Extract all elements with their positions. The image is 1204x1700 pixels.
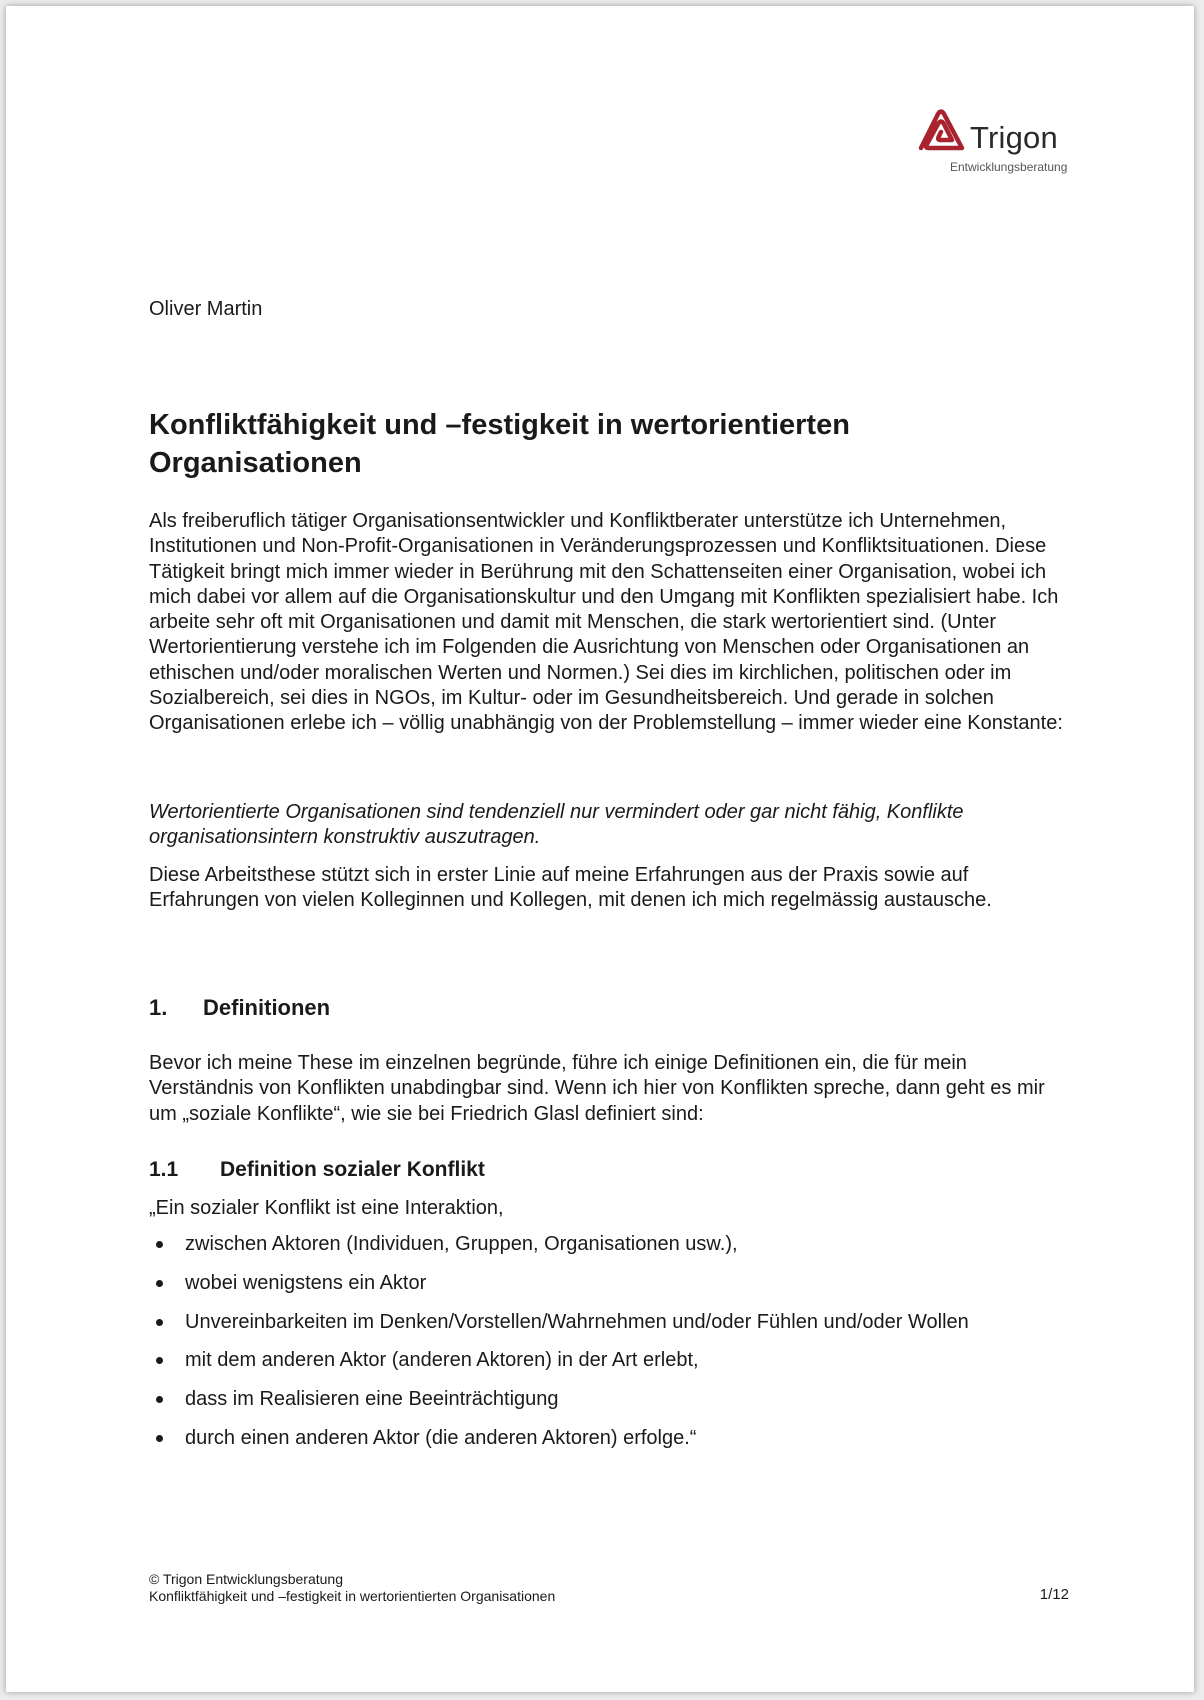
- list-item: wobei wenigstens ein Aktor: [149, 1271, 1069, 1310]
- section-heading-definitions: [149, 995, 1069, 1021]
- list-item: Unvereinbarkeiten im Denken/Vorstellen/Wahrnehmen und/oder Fühlen und/oder Wollen: [149, 1310, 1069, 1349]
- bullet-icon: [156, 1241, 163, 1248]
- list-item: dass im Realisieren eine Beeinträchtigung: [149, 1387, 1069, 1426]
- company-logo: [918, 104, 1068, 176]
- subsection-title: Definition sozialer Konflikt: [220, 1158, 485, 1181]
- definition-quote-start: „Ein sozialer Konflikt ist eine Interaktion,: [149, 1197, 504, 1219]
- logo-subtitle: Entwicklungsberatung: [950, 160, 1068, 174]
- document-title: Konfliktfähigkeit und –festigkeit in wertorientierten Organisationen: [149, 409, 850, 479]
- bullet-icon: [156, 1396, 163, 1403]
- intro-paragraph: Als freiberuflich tätiger Organisationsentwickler und Konfliktberater unterstütze ich Unternehmen, Institutionen und Non-Profit-Organisationen in Veränderungsprozessen und Konfliktsituationen. Diese Tätigkeit bringt mich immer wieder in Berührung mit den Schattenseiten einer Organisation, wobei ich mich dabei vor allem auf die Organisationskultur und den Umgang mit Konflikten spezialisiert habe. Ich arbeite sehr oft mit Organisationen und damit mit Menschen, die stark wertorientiert sind. (Unter Wertorientierung verstehe ich im Folgenden die Ausrichtung von Menschen oder Organisationen an ethischen und/oder moralischen Werten und Normen.) Sei dies im kirchlichen, politischen oder im Sozialbereich, sei dies in NGOs, im Kultur- oder im Gesundheitsbereich. Und gerade in solchen Organisationen erlebe ich – völlig unabhängig von der Problemstellung – immer wieder eine Konstante:: [149, 510, 1063, 735]
- thesis-support-paragraph: Diese Arbeitsthese stützt sich in erster Linie auf meine Erfahrungen aus der Praxis sowie auf Erfahrungen von vielen Kolleginnen und Kollegen, mit denen ich mich regelmässig austausche.: [149, 864, 992, 912]
- list-item: mit dem anderen Aktor (anderen Aktoren) in der Art erlebt,: [149, 1348, 1069, 1387]
- logo-name: Trigon: [970, 120, 1058, 155]
- document-page: [6, 6, 1194, 1692]
- list-item: durch einen anderen Aktor (die anderen Aktoren) erfolge.“: [149, 1426, 1069, 1465]
- bullet-icon: [156, 1357, 163, 1364]
- section-number: 1.: [149, 995, 168, 1020]
- definitions-paragraph: Bevor ich meine These im einzelnen begründe, führe ich einige Definitionen ein, die für mein Verständnis von Konflikten unabdingbar sind. Wenn ich hier von Konflikten spreche, dann geht es mir um „soziale Konflikte“, wie sie bei Friedrich Glasl definiert sind:: [149, 1052, 1045, 1125]
- subsection-heading-social-conflict: [149, 1158, 1069, 1182]
- bullet-icon: [156, 1280, 163, 1287]
- section-title: Definitionen: [203, 995, 331, 1020]
- thesis-statement: Wertorientierte Organisationen sind tendenziell nur vermindert oder gar nicht fähig, Konflikte organisationsintern konstruktiv auszutragen.: [149, 801, 964, 849]
- bullet-icon: [156, 1319, 163, 1326]
- trigon-spiral-icon: [918, 108, 966, 152]
- bullet-icon: [156, 1435, 163, 1442]
- subsection-number: 1.1: [149, 1158, 179, 1181]
- definition-bullet-list: [149, 1232, 1069, 1465]
- author-name: Oliver Martin: [149, 298, 263, 320]
- page-footer: [149, 1571, 1069, 1605]
- footer-copyright: © Trigon Entwicklungsberatung: [149, 1571, 343, 1587]
- list-item: zwischen Aktoren (Individuen, Gruppen, Organisationen usw.),: [149, 1232, 1069, 1271]
- footer-document-title: Konfliktfähigkeit und –festigkeit in wertorientierten Organisationen: [149, 1588, 556, 1604]
- page-number: 1/12: [1039, 1586, 1069, 1603]
